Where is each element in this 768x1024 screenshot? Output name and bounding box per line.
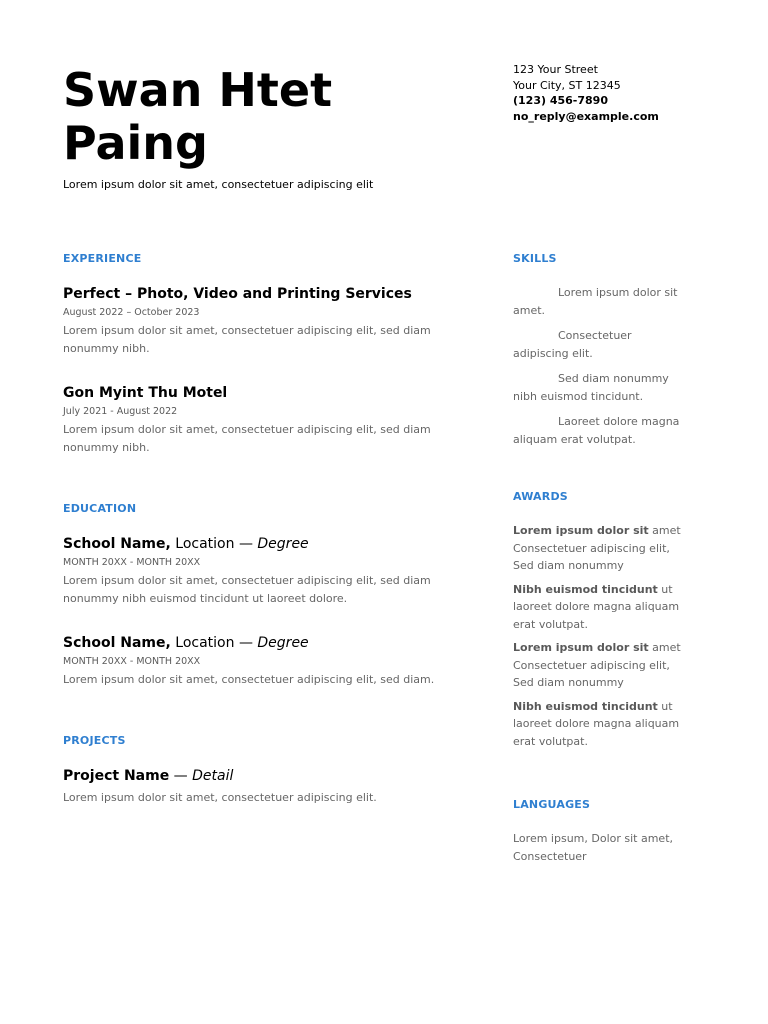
education-title	[63, 634, 463, 652]
education-item	[63, 535, 463, 607]
award-item	[513, 581, 688, 634]
experience-desc: Lorem ipsum dolor sit amet, consectetuer adipiscing elit, sed diam nonummy nibh.	[63, 423, 431, 454]
experience-title: Gon Myint Thu Motel	[63, 385, 228, 401]
contact-phone: (123) 456-7890	[513, 94, 608, 107]
award-title: Lorem ipsum dolor sit	[513, 524, 649, 537]
school-degree: Degree	[257, 536, 309, 552]
school-name: School Name,	[63, 536, 171, 552]
award-desc: amet Consectetuer adipiscing elit, Sed diam nonummy	[513, 524, 681, 572]
award-title: Nibh euismod tincidunt	[513, 699, 658, 713]
languages-text: Lorem ipsum, Dolor sit amet, Consectetuer	[513, 832, 674, 863]
experience-date: July 2021 - August 2022	[63, 406, 178, 417]
tagline: Lorem ipsum dolor sit amet, consectetuer adipiscing elit	[63, 178, 374, 191]
skill-item: Sed diam nonummy nibh euismod tincidunt.	[513, 372, 669, 403]
award-desc: ut laoreet dolore magna aliquam erat volutpat.	[513, 699, 680, 748]
experience-item	[63, 285, 463, 357]
languages-heading: LANGUAGES	[513, 798, 591, 811]
award-item	[513, 522, 688, 575]
contact-email[interactable]: no_reply@example.com	[513, 109, 659, 123]
award-item	[513, 698, 688, 751]
education-title	[63, 535, 463, 553]
school-name: School Name,	[63, 635, 171, 651]
project-name: Project Name	[63, 768, 170, 784]
education-desc: Lorem ipsum dolor sit amet, consectetuer adipiscing elit, sed diam.	[63, 673, 435, 686]
award-desc: ut laoreet dolore magna aliquam erat volutpat.	[513, 582, 680, 631]
contact-city: Your City, ST 12345	[513, 78, 621, 92]
skill-item: Consectetuer adipiscing elit.	[513, 329, 632, 360]
skills-list	[513, 284, 688, 456]
experience-title: Perfect – Photo, Video and Printing Services	[63, 286, 412, 302]
contact-street: 123 Your Street	[513, 63, 598, 76]
school-location: Location —	[170, 635, 258, 651]
school-degree: Degree	[257, 635, 309, 651]
experience-heading: EXPERIENCE	[63, 252, 142, 265]
experience-desc: Lorem ipsum dolor sit amet, consectetuer adipiscing elit, sed diam nonummy nibh.	[63, 324, 431, 355]
contact-block	[513, 62, 659, 124]
experience-date: August 2022 – October 2023	[63, 307, 200, 318]
project-item	[63, 767, 463, 807]
education-item	[63, 634, 463, 689]
experience-item	[63, 384, 463, 456]
education-desc: Lorem ipsum dolor sit amet, consectetuer adipiscing elit, sed diam nonummy nibh euismod tincidunt ut laoreet dolore.	[63, 574, 431, 605]
project-separator: —	[169, 768, 193, 784]
award-item	[513, 639, 688, 692]
education-heading: EDUCATION	[63, 502, 137, 515]
award-title: Nibh euismod tincidunt	[513, 582, 658, 596]
skill-item: Lorem ipsum dolor sit amet.	[513, 286, 678, 317]
project-detail: Detail	[192, 768, 234, 784]
projects-heading: PROJECTS	[63, 734, 126, 747]
project-title	[63, 767, 463, 785]
school-location: Location —	[170, 536, 258, 552]
project-desc: Lorem ipsum dolor sit amet, consectetuer adipiscing elit.	[63, 791, 377, 804]
awards-heading: AWARDS	[513, 490, 568, 503]
award-desc: amet Consectetuer adipiscing elit, Sed diam nonummy	[513, 641, 681, 689]
education-date: MONTH 20XX - MONTH 20XX	[63, 557, 201, 568]
education-date: MONTH 20XX - MONTH 20XX	[63, 656, 201, 667]
award-title: Lorem ipsum dolor sit	[513, 641, 649, 654]
awards-list	[513, 522, 688, 756]
candidate-name: Swan Htet Paing	[63, 63, 333, 170]
skill-item: Laoreet dolore magna aliquam erat volutpat.	[513, 415, 680, 446]
skills-heading: SKILLS	[513, 252, 557, 265]
